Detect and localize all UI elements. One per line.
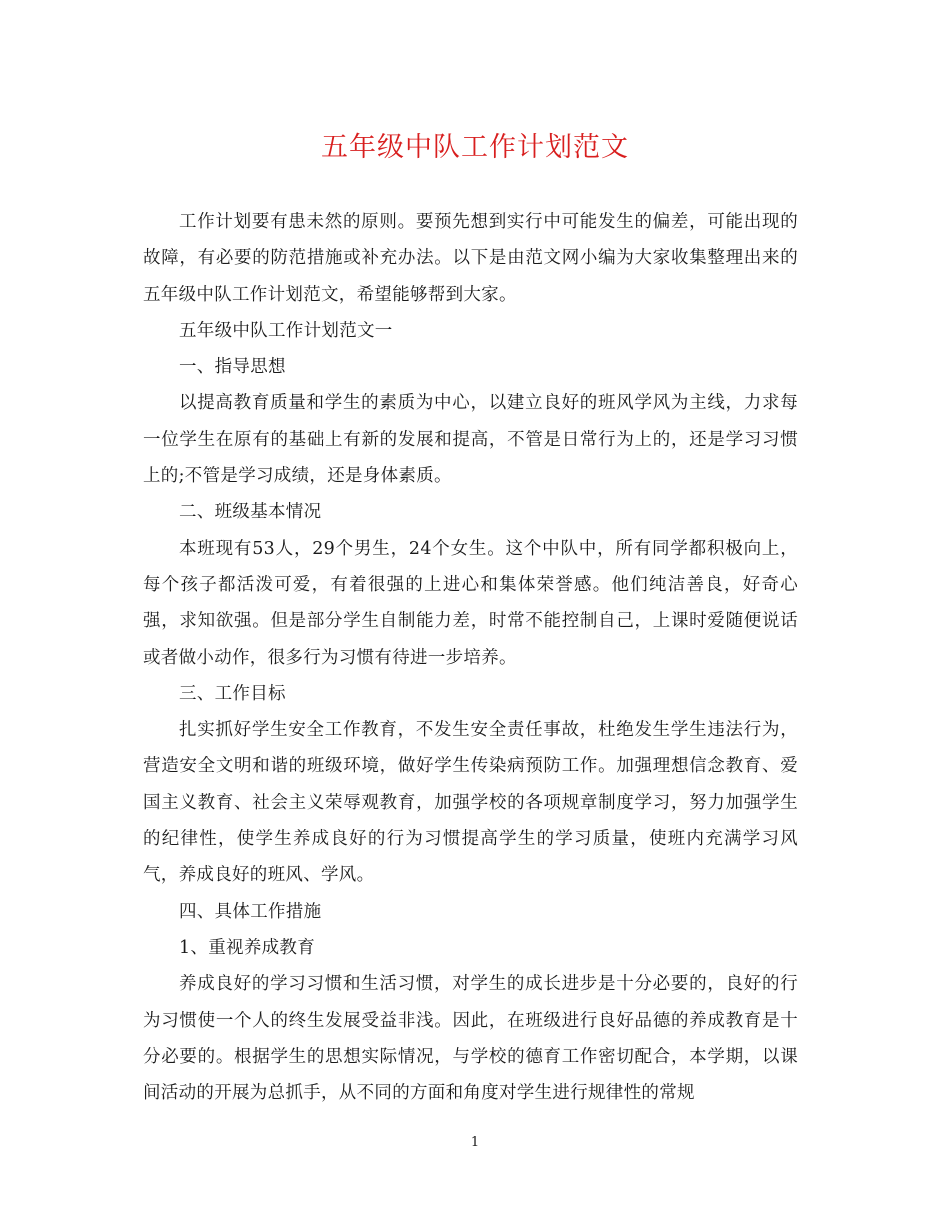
subsection-heading-habit-education: 1、重视养成教育 [179, 937, 316, 958]
section-heading-class-situation: 二、班级基本情况 [179, 502, 322, 523]
section-heading-work-measures: 四、具体工作措施 [179, 901, 322, 922]
paragraph-heading-plan-one: 五年级中队工作计划范文一 [179, 320, 393, 341]
section-heading-guiding-ideology: 一、指导思想 [179, 357, 286, 378]
paragraph-intro: 工作计划要有患未然的原则。要预先想到实行中可能发生的偏差，可能出现的故障，有必要的防范措施或补充办法。以下是由范文网小编为大家收集整理出来的五年级中队工作计划范文，希望能够帮到大家。 [143, 212, 798, 305]
paragraph-guiding-ideology: 以提高教育质量和学生的素质为中心，以建立良好的班风学风为主线，力求每一位学生在原有的基础上有新的发展和提高，不管是日常行为上的，还是学习习惯上的;不管是学习成绩，还是身体素质。 [143, 393, 798, 487]
page-number: 1 [470, 1135, 480, 1150]
paragraph-work-goals: 扎实抓好学生安全工作教育，不发生安全责任事故，杜绝发生学生违法行为，营造安全文明和谐的班级环境，做好学生传染病预防工作。加强理想信念教育、爱国主义教育、社会主义荣辱观教育，加强学校的各项规章制度学习，努力加强学生的纪律性，使学生养成良好的行为习惯提高学生的学习质量，使班内充满学习风气，养成良好的班风、学风。 [143, 720, 798, 886]
document-title: 五年级中队工作计划范文 [321, 132, 629, 163]
paragraph-class-situation: 本班现有53人，29个男生，24个女生。这个中队中，所有同学都积极向上，每个孩子都活泼可爱，有着很强的上进心和集体荣誉感。他们纯洁善良，好奇心强，求知欲强。但是部分学生自制能力差，时常不能控制自己，上课时爱随便说话或者做小动作，很多行为习惯有待进一步培养。 [143, 538, 798, 668]
section-heading-work-goals: 三、工作目标 [179, 683, 286, 704]
paragraph-habit-education: 养成良好的学习习惯和生活习惯，对学生的成长进步是十分必要的，良好的行为习惯使一个人的终生发展受益非浅。因此，在班级进行良好品德的养成教育是十分必要的。根据学生的思想实际情况，与学校的德育工作密切配合，本学期，以课间活动的开展为总抓手，从不同的方面和角度对学生进行规律性的常规 [143, 974, 798, 1104]
document-body [143, 204, 798, 1111]
